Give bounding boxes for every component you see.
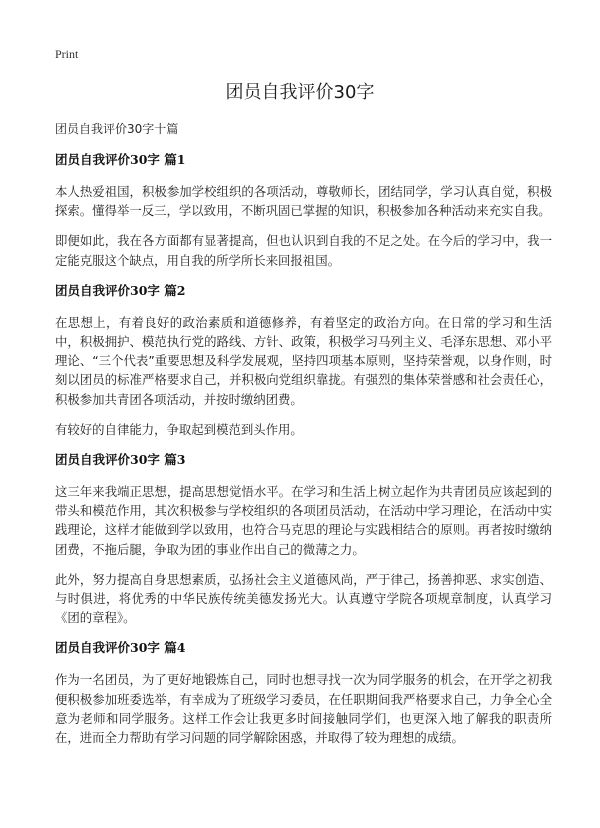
- document-body: [55, 121, 552, 759]
- section-3: [55, 451, 552, 627]
- section-heading: 团员自我评价30字 篇4: [55, 640, 186, 656]
- section-heading: 团员自我评价30字 篇1: [55, 152, 186, 167]
- paragraph: 这三年来我端正思想，提高思想觉悟水平。在学习和生活上树立起作为共青团员应该起到的带头和模范作用，其次积极参与学校组织的各项团员活动，在活动中学习理论，在活动中实践理论，这样才能做到学以致用，也符合马克思的理论与实践相结合的原则。再者按时缴纳团费，不拖后腿，争取为团的事业作出自己的微薄之力。: [55, 484, 552, 557]
- document-subtitle: 团员自我评价30字十篇: [55, 122, 179, 136]
- paragraph: 有较好的自律能力，争取起到模范到头作用。: [55, 421, 303, 437]
- section-1: [55, 151, 552, 270]
- section-4: [55, 639, 552, 747]
- section-2: [55, 282, 552, 439]
- paragraph: 作为一名团员，为了更好地锻炼自己，同时也想寻找一次为同学服务的机会，在开学之初我便积极参加班委选举，有幸成为了班级学习委员，在任职期间我严格要求自己，力争全心全意为老师和同学服务。这样工作会让我更多时间接触同学们，也更深入地了解我的职责所在，进而全力帮助有学习问题的同学解除困惑，并取得了较为理想的成绩。: [55, 672, 552, 746]
- section-heading: 团员自我评价30字 篇2: [55, 282, 186, 298]
- paragraph: 此外，努力提高自身思想素质，弘扬社会主义道德风尚，严于律己，扬善抑恶、求实创造、与时俱进，将优秀的中华民族传统美德发扬光大。认真遵守学院各项规章制度，认真学习《团的章程》。: [55, 571, 552, 626]
- paragraph: 在思想上，有着良好的政治素质和道德修养，有着坚定的政治方向。在日常的学习和生活中，积极拥护、模范执行党的路线、方针、政策，积极学习马列主义、毛泽东思想、邓小平理论、“三个代表”重要思想及科学发展观，坚持四项基本原则，坚持荣誉观，以身作则，时刻以团员的标准严格要求自己，并积极向党组织靠拢。有强烈的集体荣誉感和社会责任心，积极参加共青团各项活动，并按时缴纳团费。: [55, 314, 552, 407]
- page-title: 团员自我评价30字: [225, 82, 375, 103]
- paragraph: 即便如此，我在各方面都有显著提高，但也认识到自我的不足之处。在今后的学习中，我一定能克服这个缺点，用自我的所学所长来回报祖国。: [55, 233, 552, 268]
- paragraph: 本人热爱祖国，积极参加学校组织的各项活动，尊敬师长，团结同学，学习认真自觉，积极探索。懂得举一反三，学以致用，不断巩固已掌握的知识，积极参加各种活动来充实自我。: [55, 184, 552, 219]
- section-heading: 团员自我评价30字 篇3: [55, 452, 186, 468]
- print-label[interactable]: Print: [55, 47, 79, 61]
